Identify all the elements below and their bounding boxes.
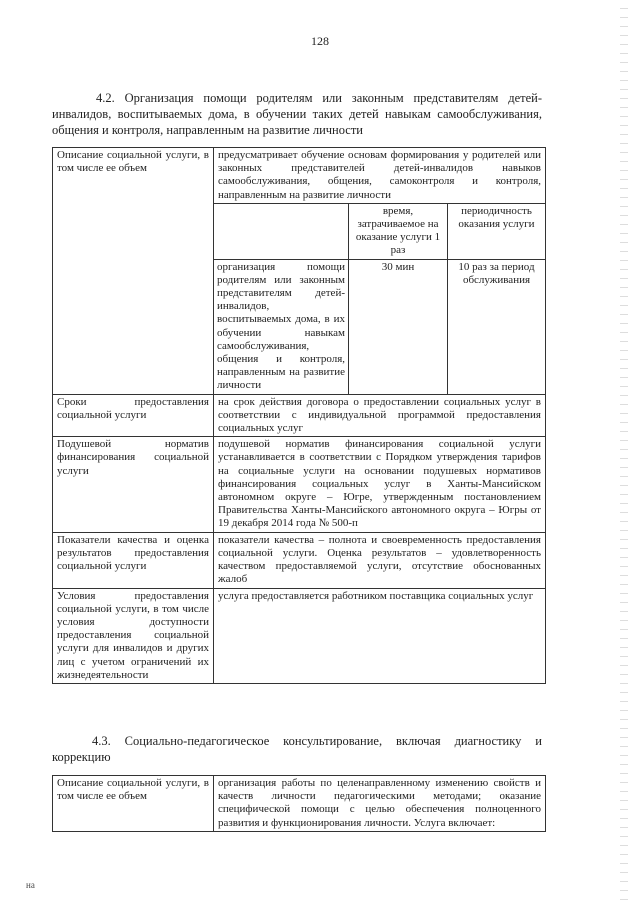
- table-row: [53, 588, 546, 683]
- norm-text: подушевой норматив финансирования социальной услуги устанавливается в соответствии с Порядком утверждения тарифов на социальные услуги на основании подушевых нормативов финансирования социальных услуг в Ханты-Мансийском автономном округе – Югре, утвержденным постановлением Правительства Ханты-Мансийского автономного округа – Югры от 19 декабря 2014 года № 500-п: [214, 437, 546, 532]
- table-row: [53, 394, 546, 437]
- conditions-label: Условия предоставления социальной услуги, в том числе условия доступности предоставления социальной услуги для инвалидов и других лиц с учетом ограничений их жизнедеятельности: [53, 588, 214, 683]
- table-row: [53, 148, 546, 395]
- desc-label: Описание социальной услуги, в том числе ее объем: [53, 148, 214, 395]
- quality-label: Показатели качества и оценка результатов предоставления социальной услуги: [53, 532, 214, 588]
- item-name: организация помощи родителям или законным представителям детей-инвалидов, воспитываемых дома, в их обучении навыкам самообслуживания, общения и контроля, направленным на развитие личности: [214, 259, 349, 394]
- table-row: [214, 259, 545, 394]
- conditions-text: услуга предоставляется работником поставщика социальных услуг: [214, 588, 546, 683]
- terms-label: Сроки предоставления социальной услуги: [53, 394, 214, 437]
- item-freq: 10 раз за период обслуживания: [448, 259, 546, 394]
- table-row: [53, 776, 546, 832]
- desc-text: предусматривает обучение основам формирования у родителей или законных представителей детей-инвалидов навыков самообслуживания, общения, самоконтроля и контроля, направленным на развитие личности: [218, 149, 541, 201]
- item-time: 30 мин: [349, 259, 448, 394]
- norm-label: Подушевой норматив финансирования социальной услуги: [53, 437, 214, 532]
- col-time-header: время, затрачиваемое на оказание услуги 1 раз: [349, 203, 448, 259]
- table-row: [53, 437, 546, 532]
- page-number: 128: [311, 34, 329, 48]
- table-row: [53, 532, 546, 588]
- desc-text: организация работы по целенаправленному изменению свойств и качеств личности педагогическими методами; оказание специфической помощи с целью обеспечения полноценного развития и функционирования личности. Услуга включает:: [214, 776, 546, 832]
- header-empty-cell: [214, 203, 349, 259]
- service-items-table: [214, 203, 545, 394]
- terms-text: на срок действия договора о предоставлении социальных услуг в соответствии с индивидуальной программой предоставления социальных услуг: [214, 394, 546, 437]
- scan-edge-artifact: [620, 0, 628, 905]
- desc-label: Описание социальной услуги, в том числе ее объем: [53, 776, 214, 832]
- col-freq-header: периодичность оказания услуги: [448, 203, 546, 259]
- desc-cell: [214, 148, 546, 395]
- service-table-4-2: [52, 147, 546, 684]
- service-table-4-3: [52, 775, 546, 832]
- footer-mark: на: [26, 880, 35, 890]
- quality-text: показатели качества – полнота и своевременность предоставления социальной услуги. Оценка результатов – удовлетворенность качеством предоставляемой услуги, отсутствие обоснованных жалоб: [214, 532, 546, 588]
- section-heading-4-2: 4.2. Организация помощи родителям или законным представителям детей-инвалидов, воспитываемых дома, в обучении таких детей навыкам самообслуживания, общения и контроля, направленным на развитие личности: [52, 91, 542, 137]
- table-row: [214, 203, 545, 259]
- section-heading-4-3: 4.3. Социально-педагогическое консультирование, включая диагностику и коррекцию: [52, 734, 542, 764]
